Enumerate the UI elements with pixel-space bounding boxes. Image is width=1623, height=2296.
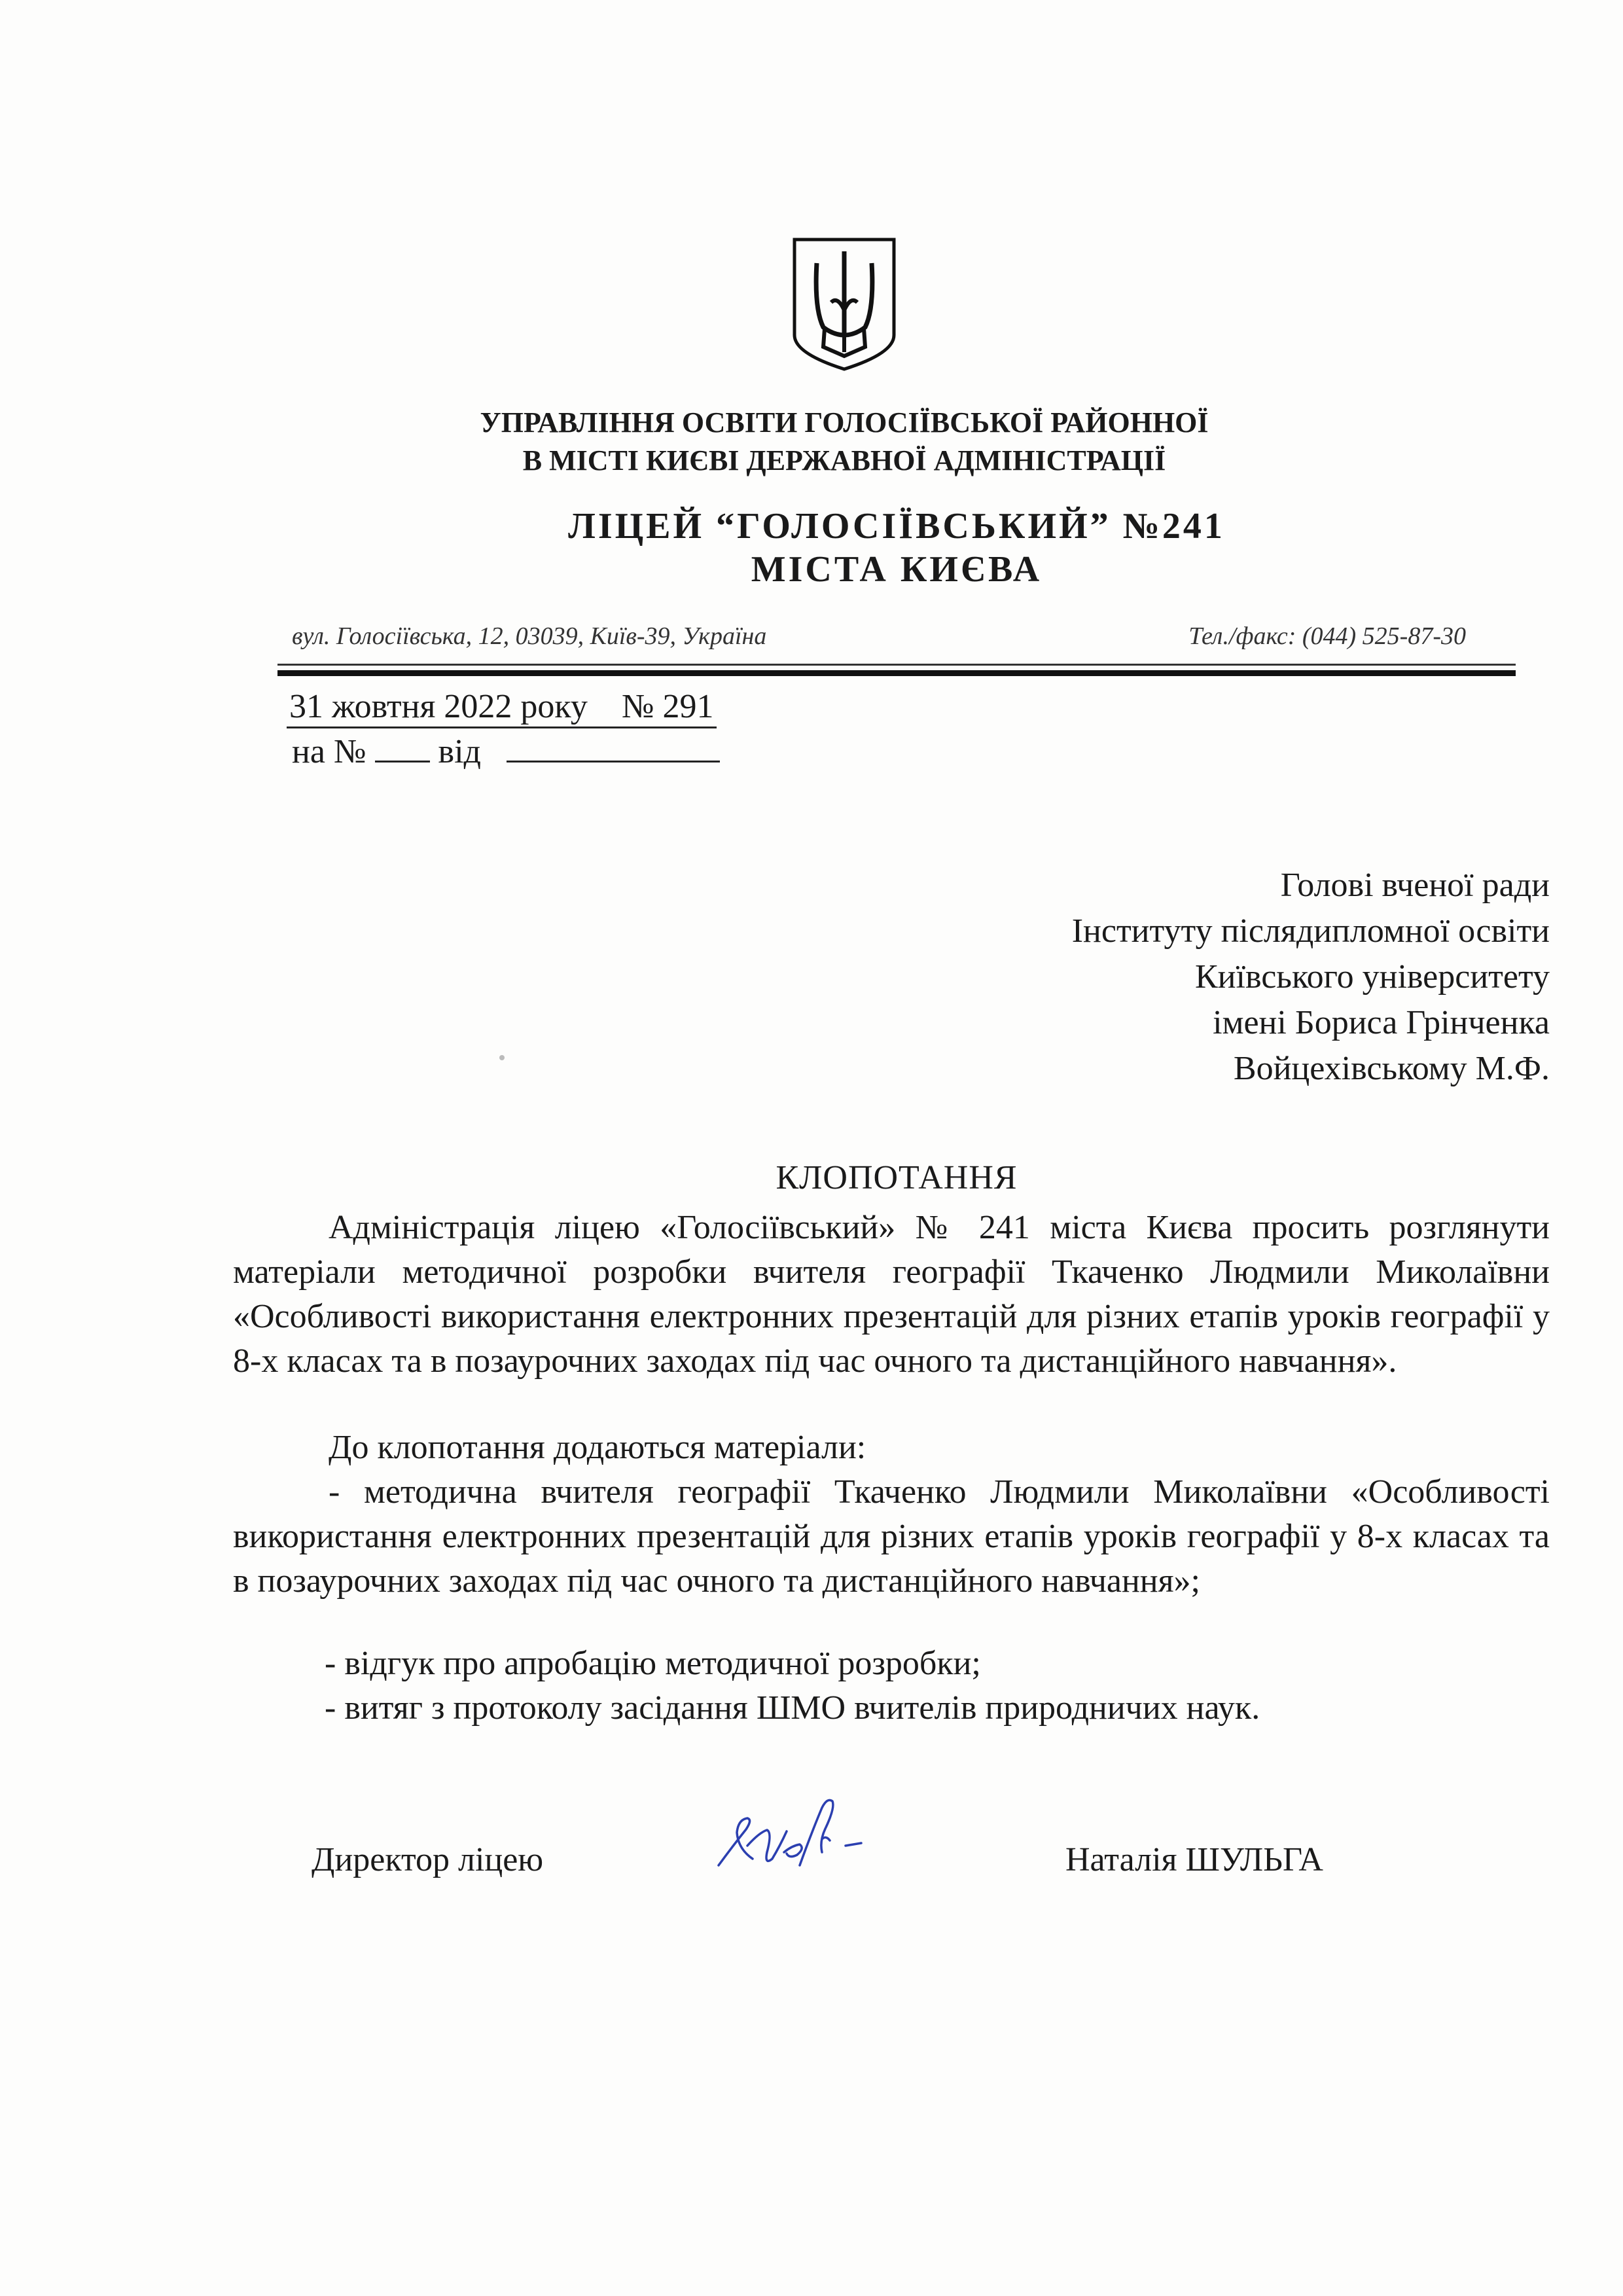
registration-line	[287, 687, 717, 726]
attachment-item-text: - методична вчителя географії Ткаченко Людмили Миколаївни «Особливості використання електронних презентацій для різних етапів уроків географії у 8-х класах та в позаурочних заходах під час очного та дистанційного навчання»;	[233, 1473, 1550, 1600]
addressee-line: Київського університету	[1194, 958, 1550, 996]
trident-coat-of-arms-icon	[791, 237, 898, 372]
attachment-item	[233, 1470, 1550, 1604]
attachments-intro	[233, 1426, 1550, 1470]
petition-paragraph-text: Адміністрація ліцею «Голосіївський» № 241 міста Києва просить розглянути матеріали методичної розробки вчителя географії Ткаченко Людмили Миколаївни «Особливості використання електронних презентацій для різних етапів уроків географії у 8-х класах та в позаурочних заходах під час очного та дистанційного навчання».	[233, 1209, 1550, 1380]
addressee-block	[1072, 863, 1550, 1092]
reference-line	[292, 732, 720, 771]
lyceum-name-line2: МІСТА КИЄВА	[751, 549, 1043, 590]
lyceum-name-line1: ЛІЦЕЙ “ГОЛОСІЇВСЬКИЙ” №241	[568, 506, 1225, 547]
header-divider-thin	[277, 664, 1516, 666]
attachments-intro-text: До клопотання додаються матеріали:	[329, 1429, 866, 1466]
signatory-name: Наталія ШУЛЬГА	[1065, 1841, 1323, 1878]
attachment-item: - витяг з протоколу засідання ШМО вчителів природничих наук.	[325, 1689, 1260, 1727]
petition-paragraph	[233, 1206, 1550, 1384]
signatory-position: Директор ліцею	[312, 1841, 544, 1878]
addressee-line: імені Бориса Грінченка	[1213, 1004, 1550, 1041]
registration-number: № 291	[621, 688, 714, 725]
addressee-line: Войцехівському М.Ф.	[1233, 1050, 1550, 1087]
department-name-line1: УПРАВЛІННЯ ОСВІТИ ГОЛОСІЇВСЬКОЇ РАЙОННОЇ	[480, 406, 1209, 439]
registration-date-number	[287, 688, 717, 728]
reference-number-blank	[375, 732, 430, 762]
addressee-line: Голові вченої ради	[1280, 867, 1550, 904]
addressee-line: Інституту післядипломної освіти	[1071, 912, 1550, 950]
reference-date-blank	[507, 732, 720, 762]
institution-phone: Тел./факс: (044) 525-87-30	[1188, 622, 1466, 650]
reference-from-label: від	[438, 733, 481, 770]
attachment-item: - відгук про апробацію методичної розробки;	[325, 1645, 981, 1682]
reference-number-label: на №	[292, 733, 366, 770]
document-title: КЛОПОТАННЯ	[776, 1159, 1018, 1196]
header-divider-thick	[277, 670, 1516, 676]
institution-address: вул. Голосіївська, 12, 03039, Київ-39, Україна	[292, 622, 767, 650]
department-name-line2: В МІСТІ КИЄВІ ДЕРЖАВНОЇ АДМІНІСТРАЦІЇ	[522, 444, 1166, 476]
paper-speck	[499, 1055, 505, 1060]
handwritten-signature	[707, 1767, 903, 1898]
registration-date: 31 жовтня 2022 року	[289, 688, 588, 725]
